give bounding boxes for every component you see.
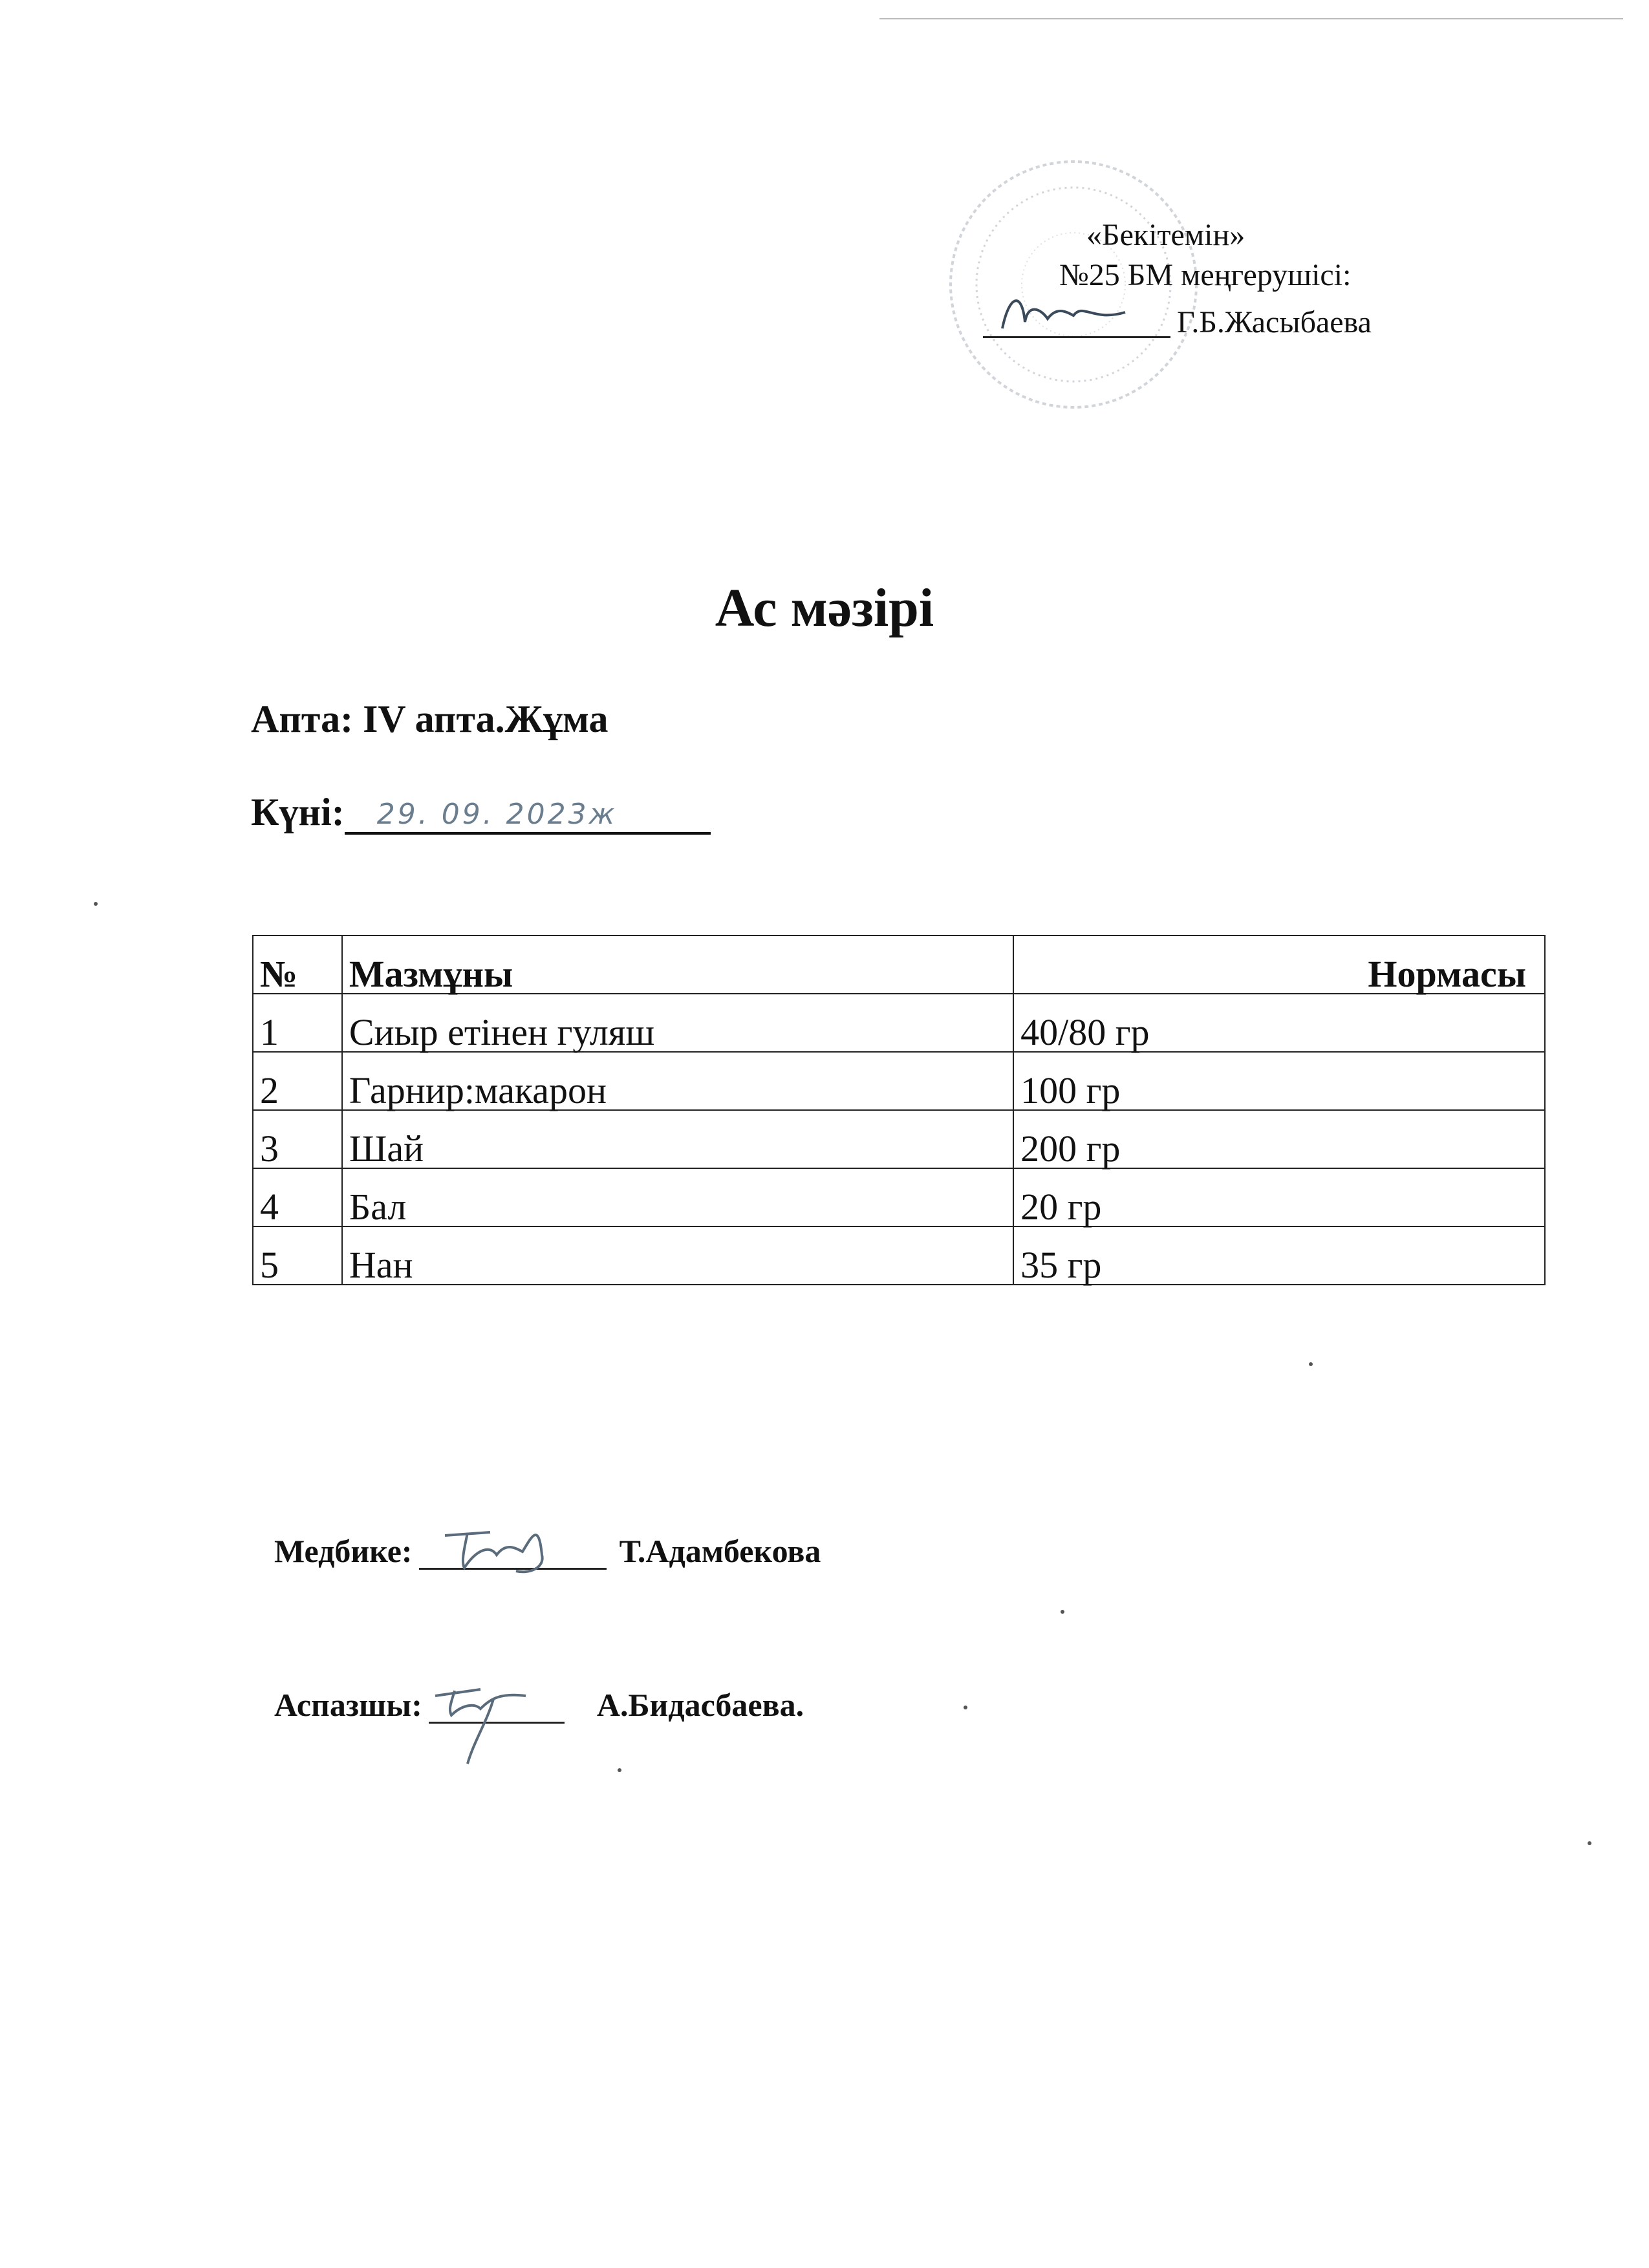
approval-signature-row [983, 304, 1372, 338]
date-label: Күні: [251, 791, 345, 833]
table-row [253, 1110, 1545, 1168]
row-number: 4 [253, 1168, 342, 1226]
row-content: Нан [342, 1226, 1013, 1285]
cook-signature-line [429, 1689, 565, 1724]
scan-speck [1309, 1362, 1313, 1366]
approval-signature-line [983, 304, 1170, 338]
header-norm: Нормасы [1013, 936, 1545, 994]
row-norm: 35 гр [1013, 1226, 1545, 1285]
nurse-signature-icon [432, 1510, 581, 1581]
row-number: 1 [253, 994, 342, 1052]
cook-signature-row [274, 1686, 804, 1724]
table-row [253, 994, 1545, 1052]
row-number: 3 [253, 1110, 342, 1168]
nurse-name: Т.Адамбекова [619, 1533, 821, 1569]
scan-speck [964, 1706, 967, 1709]
row-content: Бал [342, 1168, 1013, 1226]
row-number: 2 [253, 1052, 342, 1110]
week-line: Апта: IV апта.Жұма [251, 698, 609, 740]
row-number: 5 [253, 1226, 342, 1285]
approval-title: «Бекітемін» [1086, 218, 1245, 252]
table-row [253, 1226, 1545, 1285]
director-signature-icon [996, 283, 1138, 341]
scan-speck [94, 902, 98, 906]
nurse-signature-line [419, 1535, 607, 1570]
scan-speck [1061, 1610, 1064, 1614]
cook-signature-icon [429, 1670, 558, 1767]
row-content: Гарнир:макарон [342, 1052, 1013, 1110]
scan-edge-line [879, 18, 1623, 19]
row-content: Шай [342, 1110, 1013, 1168]
approval-role: №25 БМ меңгерушісі: [1059, 258, 1352, 292]
scan-speck [618, 1768, 621, 1772]
nurse-signature-row [274, 1532, 821, 1570]
header-number: № [253, 936, 342, 994]
row-norm: 100 гр [1013, 1052, 1545, 1110]
scan-speck [1588, 1841, 1591, 1845]
row-content: Сиыр етінен гуляш [342, 994, 1013, 1052]
table-row [253, 1052, 1545, 1110]
table-row [253, 1168, 1545, 1226]
page-title: Ас мәзірі [715, 578, 934, 638]
header-content: Мазмұны [342, 936, 1013, 994]
cook-label: Аспазшы: [274, 1687, 422, 1723]
row-norm: 20 гр [1013, 1168, 1545, 1226]
director-name: Г.Б.Жасыбаева [1177, 305, 1372, 339]
table-header-row [253, 936, 1545, 994]
date-value: 29. 09. 2023ж [376, 798, 618, 831]
cook-name: А.Бидасбаева. [596, 1687, 804, 1723]
row-norm: 40/80 гр [1013, 994, 1545, 1052]
date-row [251, 790, 711, 835]
row-norm: 200 гр [1013, 1110, 1545, 1168]
date-field [345, 792, 711, 835]
menu-table [252, 935, 1546, 1285]
nurse-label: Медбике: [274, 1533, 413, 1569]
